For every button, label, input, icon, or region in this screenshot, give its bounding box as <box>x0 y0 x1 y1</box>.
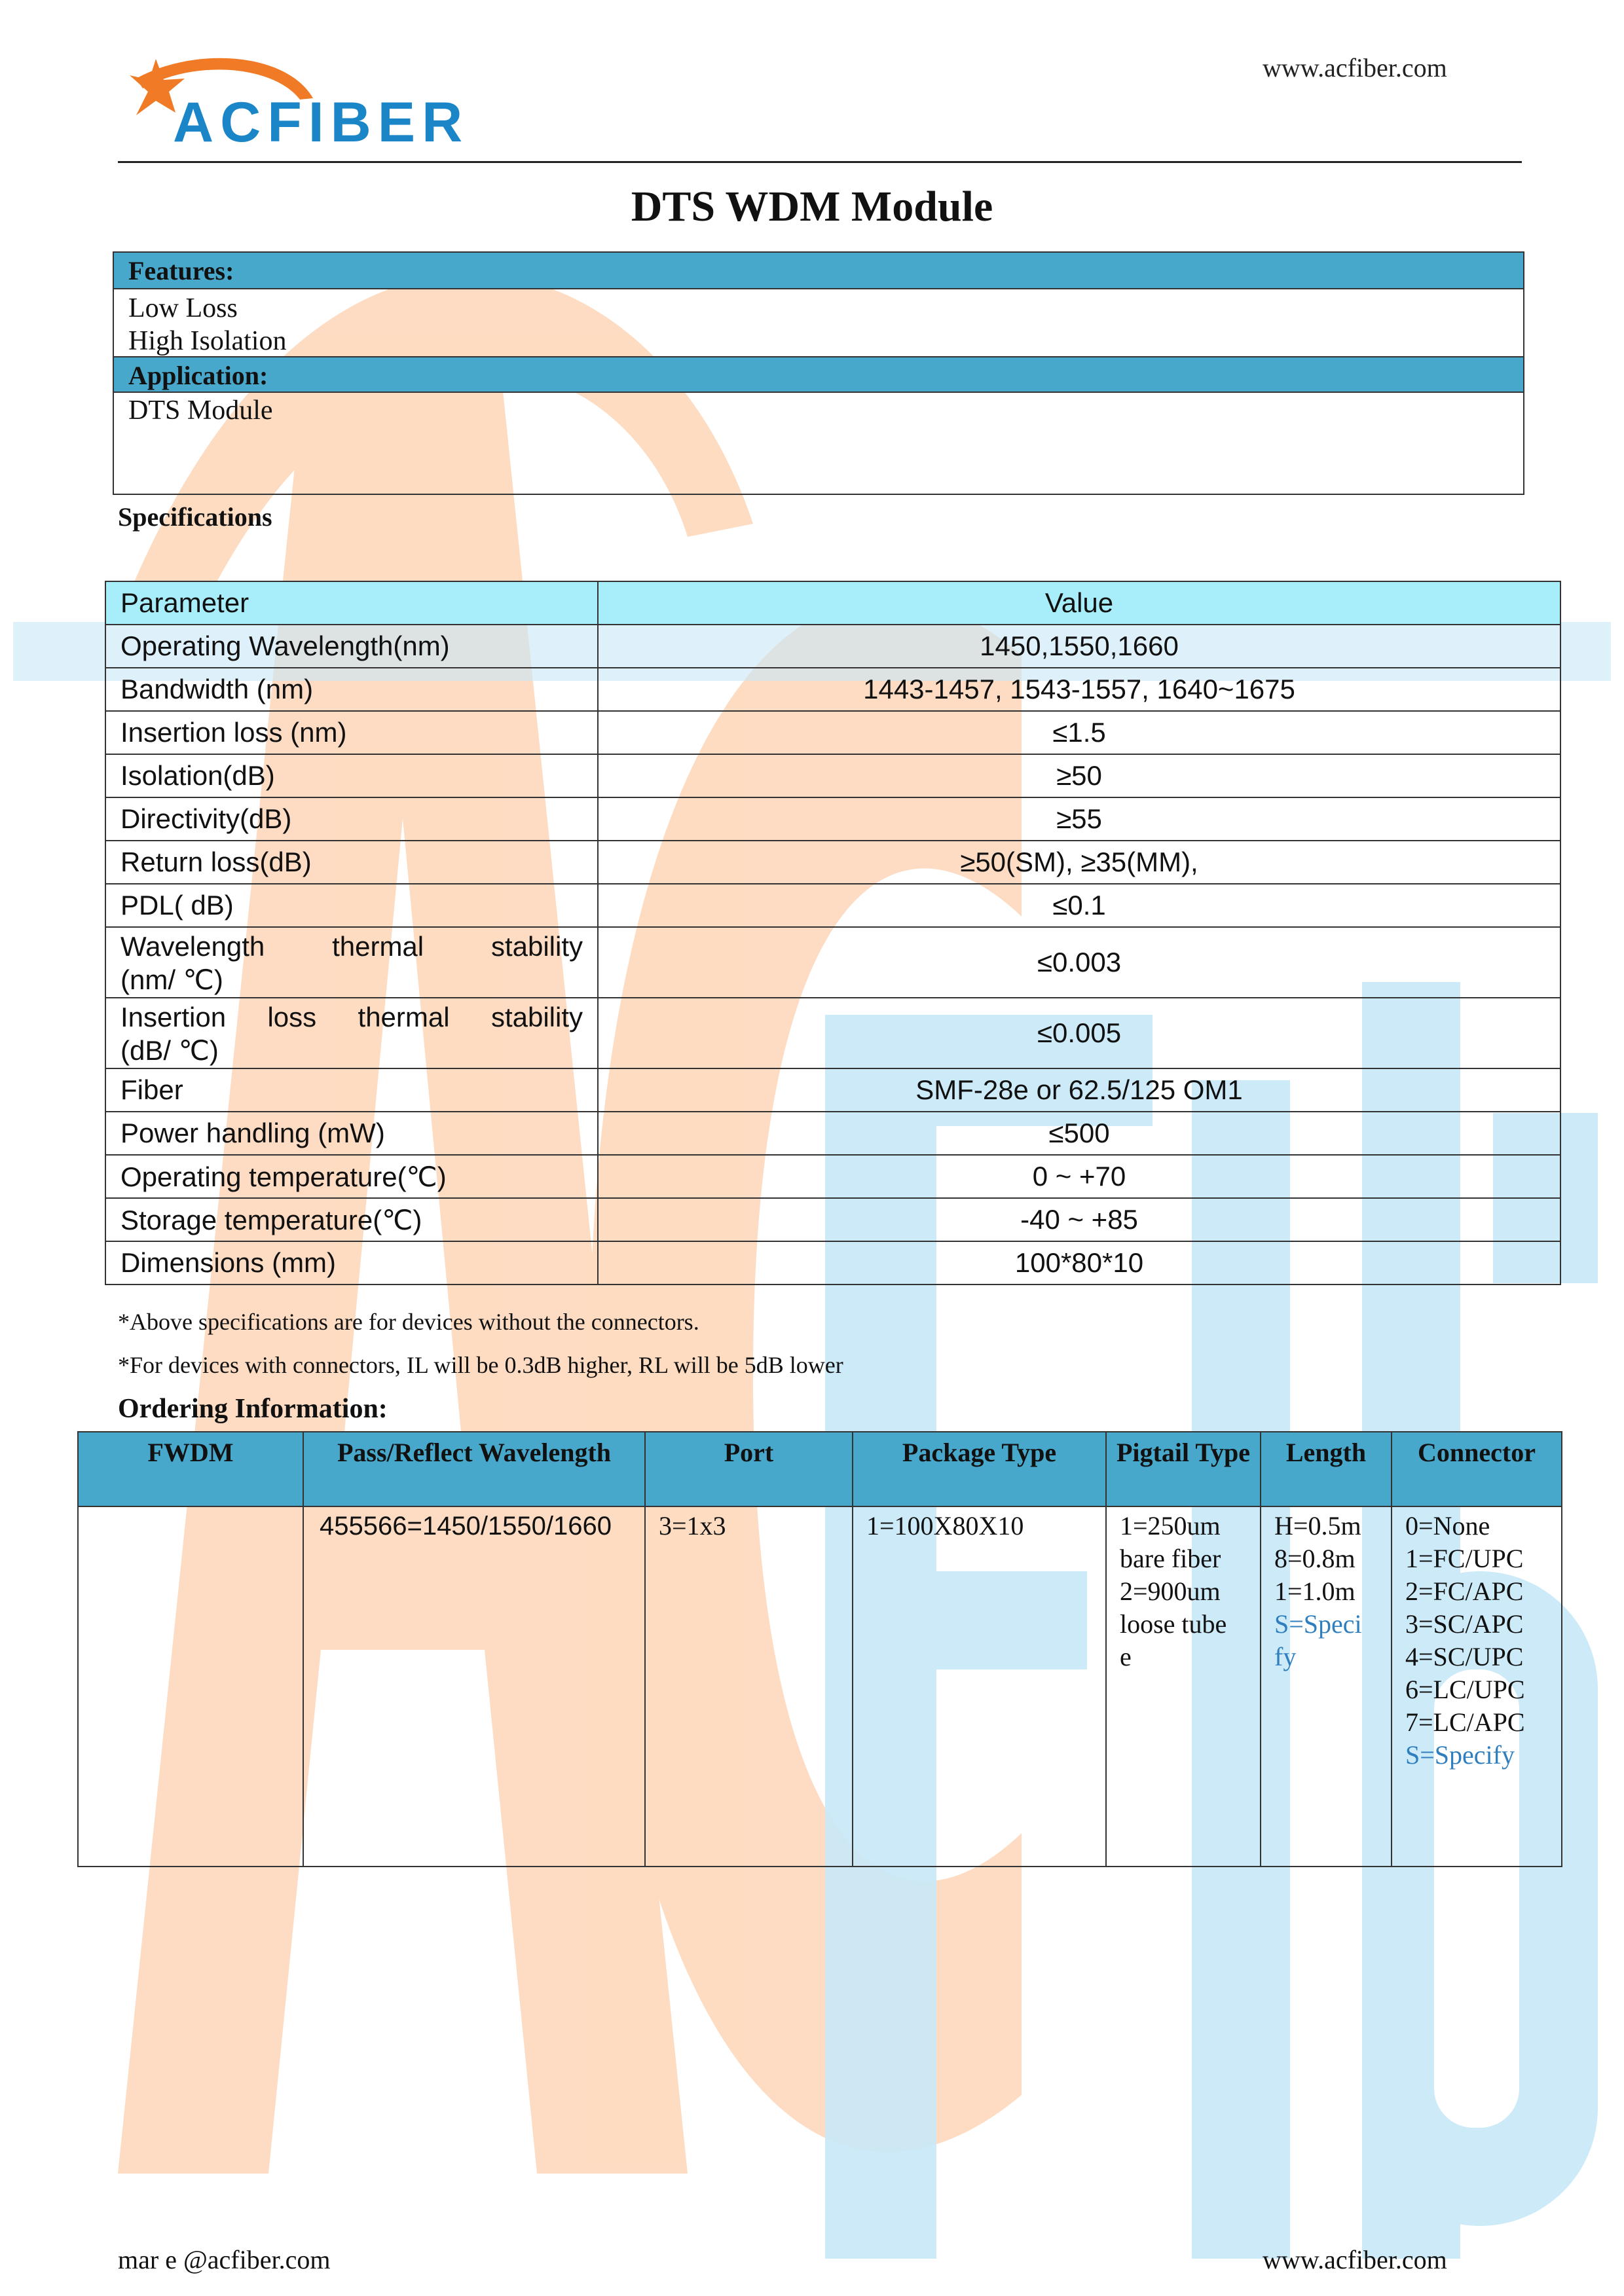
table-row <box>105 1198 1560 1241</box>
table-row <box>78 1506 1562 1867</box>
connector-option: 7=LC/APC <box>1405 1707 1525 1737</box>
pigtail-option: bare fiber <box>1120 1544 1221 1573</box>
connector-option: 3=SC/APC <box>1405 1609 1524 1639</box>
spec-value: 100*80*10 <box>598 1241 1560 1285</box>
spec-parameter: Isolation(dB) <box>105 754 598 797</box>
pigtail-option: 2=900um <box>1120 1576 1221 1606</box>
ordering-table <box>77 1431 1562 1867</box>
pigtail-option: loose tube <box>1120 1609 1227 1639</box>
connector-option: 4=SC/UPC <box>1405 1642 1524 1671</box>
connector-option: 1=FC/UPC <box>1405 1544 1524 1573</box>
spec-value: ≥50(SM), ≥35(MM), <box>598 841 1560 884</box>
spec-value: SMF-28e or 62.5/125 OM1 <box>598 1068 1560 1112</box>
length-option: fy <box>1274 1642 1297 1671</box>
spec-value: ≥50 <box>598 754 1560 797</box>
connector-option: 2=FC/APC <box>1405 1576 1524 1606</box>
order-header-connector: Connector <box>1392 1432 1562 1506</box>
order-length <box>1261 1506 1392 1867</box>
order-pigtail <box>1106 1506 1261 1867</box>
spec-parameter: Power handling (mW) <box>105 1112 598 1155</box>
length-option: 1=1.0m <box>1274 1576 1356 1606</box>
spec-value: ≥55 <box>598 797 1560 841</box>
spec-parameter-line: (nm/ ℃) <box>120 964 223 995</box>
order-fwdm <box>78 1506 303 1867</box>
order-header-fwdm: FWDM <box>78 1432 303 1506</box>
spec-parameter: Operating Wavelength(nm) <box>105 625 598 668</box>
value-header: Value <box>598 581 1560 625</box>
spec-value: 0 ~ +70 <box>598 1155 1560 1198</box>
order-header-pigtail: Pigtail Type <box>1106 1432 1261 1506</box>
pigtail-option: e <box>1120 1642 1132 1671</box>
spec-parameter <box>105 927 598 998</box>
table-header-row <box>105 581 1560 625</box>
header-website[interactable]: www.acfiber.com <box>1263 53 1447 82</box>
spec-parameter <box>105 998 598 1068</box>
table-row <box>105 1112 1560 1155</box>
spec-parameter-line: Insertion loss thermal stability <box>120 1001 583 1032</box>
order-port: 3=1x3 <box>645 1506 853 1867</box>
parameter-header: Parameter <box>105 581 598 625</box>
application-heading: Application: <box>114 356 1523 393</box>
table-row <box>105 1068 1560 1112</box>
spec-value: ≤0.1 <box>598 884 1560 927</box>
table-row <box>105 668 1560 711</box>
header-divider <box>118 161 1522 163</box>
table-row <box>105 884 1560 927</box>
specifications-label: Specifications <box>118 502 272 532</box>
length-option: 8=0.8m <box>1274 1544 1356 1573</box>
logo-text: ACFIBER <box>173 91 470 154</box>
spec-value: -40 ~ +85 <box>598 1198 1560 1241</box>
feature-item: High Isolation <box>128 326 287 356</box>
length-option: S=Speci <box>1274 1609 1362 1639</box>
spec-parameter: Operating temperature(℃) <box>105 1155 598 1198</box>
ordering-label: Ordering Information: <box>118 1394 388 1424</box>
spec-parameter: Storage temperature(℃) <box>105 1198 598 1241</box>
application-item: DTS Module <box>128 395 273 426</box>
spec-parameter: PDL( dB) <box>105 884 598 927</box>
spec-parameter: Dimensions (mm) <box>105 1241 598 1285</box>
page-title: DTS WDM Module <box>631 183 993 230</box>
table-row <box>105 625 1560 668</box>
footer-email[interactable]: mar e @acfiber.com <box>118 2245 331 2274</box>
spec-parameter: Insertion loss (nm) <box>105 711 598 754</box>
order-header-port: Port <box>645 1432 853 1506</box>
specifications-table <box>105 581 1561 1285</box>
spec-value: ≤500 <box>598 1112 1560 1155</box>
table-row <box>105 841 1560 884</box>
connector-option: 0=None <box>1405 1511 1490 1540</box>
connector-option: S=Specify <box>1405 1740 1515 1770</box>
pigtail-option: 1=250um <box>1120 1511 1221 1540</box>
spec-note: *For devices with connectors, IL will be 0.3dB higher, RL will be 5dB lower <box>118 1352 843 1378</box>
table-header-row <box>78 1432 1562 1506</box>
spec-parameter: Fiber <box>105 1068 598 1112</box>
table-row <box>105 998 1560 1068</box>
features-heading: Features: <box>114 253 1523 289</box>
spec-value: 1443-1457, 1543-1557, 1640~1675 <box>598 668 1560 711</box>
order-wavelength: 455566=1450/1550/1660 <box>303 1506 645 1867</box>
order-header-package: Package Type <box>853 1432 1106 1506</box>
features-box <box>113 251 1524 495</box>
spec-note: *Above specifications are for devices without the connectors. <box>118 1309 699 1335</box>
spec-value: ≤1.5 <box>598 711 1560 754</box>
order-header-wavelength: Pass/Reflect Wavelength <box>303 1432 645 1506</box>
spec-value: 1450,1550,1660 <box>598 625 1560 668</box>
length-option: H=0.5m <box>1274 1511 1361 1540</box>
spec-parameter-line: (dB/ ℃) <box>120 1034 219 1066</box>
spec-value: ≤0.003 <box>598 927 1560 998</box>
order-package: 1=100X80X10 <box>853 1506 1106 1867</box>
spec-parameter-line: Wavelength thermal stability <box>120 930 583 962</box>
table-row <box>105 711 1560 754</box>
footer-website[interactable]: www.acfiber.com <box>1263 2245 1447 2274</box>
acfiber-logo <box>117 52 470 157</box>
order-connector <box>1392 1506 1562 1867</box>
spec-parameter: Bandwidth (nm) <box>105 668 598 711</box>
order-header-length: Length <box>1261 1432 1392 1506</box>
table-row <box>105 1241 1560 1285</box>
spec-parameter: Directivity(dB) <box>105 797 598 841</box>
spec-parameter: Return loss(dB) <box>105 841 598 884</box>
connector-option: 6=LC/UPC <box>1405 1675 1525 1704</box>
table-row <box>105 754 1560 797</box>
feature-item: Low Loss <box>128 293 238 323</box>
table-row <box>105 927 1560 998</box>
table-row <box>105 797 1560 841</box>
spec-value: ≤0.005 <box>598 998 1560 1068</box>
table-row <box>105 1155 1560 1198</box>
